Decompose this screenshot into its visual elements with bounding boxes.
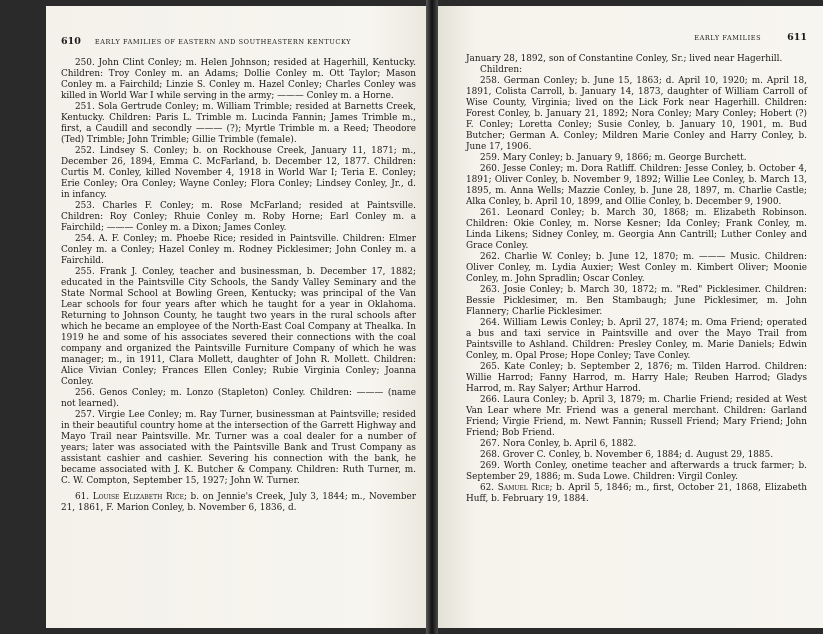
entry-62 <box>466 483 807 505</box>
person-name: Louise Elizabeth Rice <box>92 492 184 502</box>
entry-266: 266. Laura Conley; b. April 3, 1879; m. Charlie Friend; resided at West Van Lear where Mr. Friend was a general merchant. Children: Garland Friend; Virgie Friend, m. Newt Fannin; Russell Friend; Mary Friend; John Friend; Bob Friend. <box>466 395 807 438</box>
book-gutter <box>426 0 438 634</box>
entry-263: 263. Josie Conley; b. March 30, 1872; m. "Red" Picklesimer. Children: Bessie Picklesimer, m. Ben Stambaugh; June Picklesimer, m. John Flannery; Charlie Picklesimer. <box>466 285 807 317</box>
entry-268: 268. Grover C. Conley, b. November 6, 1884; d. August 29, 1885. <box>480 450 774 460</box>
children-label: Children: <box>480 65 523 75</box>
left-page-header <box>61 36 416 54</box>
left-page <box>46 6 426 628</box>
entry-258: 258. German Conley; b. June 15, 1863; d. April 10, 1920; m. April 18, 1891, Colista Carroll, b. January 14, 1873, daughter of William Carroll of Wise County, Virginia; lived on the Lick Fork near Hagerhill. Children: Forest Conley, b. January 21, 1892; Nora Conley; Mary Conley; Hobert (?) F. Conley; Loretta Conley; Susie Conley, b. January 10, 1901, m. Bud Butcher; German A. Conley; Mildren Marie Conley and Harry Conley, b. June 17, 1906. <box>466 76 807 152</box>
running-head: EARLY FAMILIES <box>694 34 762 42</box>
entry-253: 253. Charles F. Conley; m. Rose McFarland; resided at Paintsville. Children: Roy Conley; Rhuie Conley m. Roby Horne; Earl Conley m. a Fairchild; ——— Conley m. a Dixon; James Conley. <box>61 201 416 233</box>
person-name: Samuel Rice <box>497 483 550 493</box>
entry-265: 265. Kate Conley; b. September 2, 1876; m. Tilden Harrod. Children: Willie Harrod; Fanny Harrod, m. Harry Hale; Reuben Harrod; Gladys Harrod, m. Ray Salyer; Arthur Harrod. <box>466 362 807 394</box>
entry-250: 250. John Clint Conley; m. Helen Johnson; resided at Hagerhill, Kentucky. Children: Troy Conley m. an Adams; Dollie Conley m. Ott Taylor; Mason Conley m. a Fairchild; Linzie S. Conley m. Hazel Conley; Charles Conley was killed in World War I while serving in the army; ——— Conley m. a Horne. <box>61 58 416 101</box>
entry-260: 260. Jesse Conley; m. Dora Ratliff. Children: Jesse Conley, b. October 4, 1891; Oliver Conley, b. November 9, 1892; Willie Lee Conley, b. March 13, 1895, m. Anna Wells; Mazzie Conley, b. June 28, 1897, m. Charlie Castle; Alka Conley, b. April 10, 1899, and Ollie Conley, b. December 9, 1900. <box>466 164 807 207</box>
running-head: EARLY FAMILIES OF EASTERN AND SOUTHEASTERN KENTUCKY <box>94 38 352 46</box>
entry-number: 62. <box>480 483 495 493</box>
entry-267: 267. Nora Conley, b. April 6, 1882. <box>480 439 637 449</box>
continuation-text: January 28, 1892, son of Constantine Conley, Sr.; lived near Hagerhill. <box>466 54 783 64</box>
entry-text: ; b. on Jennie's Creek, July 3, 1844; m., November 21, 1861, F. Marion Conley, b. November 6, 1836, d. <box>61 492 416 513</box>
entry-269: 269. Worth Conley, onetime teacher and afterwards a truck farmer; b. September 29, 1886; m. Suda Lowe. Children: Virgil Conley. <box>466 461 807 482</box>
entry-257: 257. Virgie Lee Conley; m. Ray Turner, businessman at Paintsville; resided in their beautiful country home at the intersection of the Garrett Highway and Mayo Trail near Paintsville. Mr. Turner was a coal dealer for a number of years; later was associated with the Paintsville Bank and Trust Company as assistant cashier and cashier. Severing his connection with the bank, he became associated with J. K. Butcher & Company. Children: Ruth Turner, m. C. W. Compton, September 15, 1927; John W. Turner. <box>61 410 416 486</box>
entry-259: 259. Mary Conley; b. January 9, 1866; m. George Burchett. <box>480 153 747 163</box>
entry-61 <box>61 492 416 514</box>
entry-252: 252. Lindsey S. Conley; b. on Rockhouse Creek, January 11, 1871; m., December 26, 1894, Emma C. McFarland, b. December 12, 1877. Children: Curtis M. Conley, killed November 4, 1918 in World War I; Teria E. Conley; Erie Conley; Ora Conley; Wayne Conley; Flora Conley; Lindsey Conley, Jr., d. in infancy. <box>61 146 416 200</box>
entry-264: 264. William Lewis Conley; b. April 27, 1874; m. Oma Friend; operated a bus and taxi service in Paintsville and over the Mayo Trail from Paintsville to Ashland. Children: Presley Conley, m. Marie Daniels; Edwin Conley, m. Opal Prose; Hope Conley; Tave Conley. <box>466 318 807 361</box>
entry-251: 251. Sola Gertrude Conley; m. William Trimble; resided at Barnetts Creek, Kentucky. Children: Paris L. Trimble m. Lucinda Fannin; James Trimble m., first, a Caudill and secondly ——— (?); Myrtle Trimble m. a Reed; Theodore (Ted) Trimble; John Trimble; Gillie Trimble (female). <box>61 102 416 145</box>
right-page <box>438 6 823 628</box>
entry-256: 256. Genos Conley; m. Lonzo (Stapleton) Conley. Children: ——— (name not learned). <box>61 388 416 409</box>
entry-text: ; b. April 5, 1846; m., first, October 21, 1868, Elizabeth Huff, b. February 19, 1884. <box>466 483 807 504</box>
page-number: 611 <box>787 32 807 43</box>
entry-254: 254. A. F. Conley; m. Phoebe Rice; resided in Paintsville. Children: Elmer Conley m. a Conley; Hazel Conley m. Rodney Picklesimer; John Conley m. a Fairchild. <box>61 234 416 266</box>
entry-number: 61. <box>75 492 90 502</box>
entry-262: 262. Charlie W. Conley; b. June 12, 1870; m. ——— Music. Children: Oliver Conley, m. Lydia Auxier; West Conley m. Kimbert Oliver; Moonie Conley, m. John Spradlin; Oscar Conley. <box>466 252 807 284</box>
entry-255: 255. Frank J. Conley, teacher and businessman, b. December 17, 1882; educated in the Paintsville City Schools, the Sandy Valley Seminary and the State Normal School at Bowling Green, Kentucky; was principal of the Van Lear schools for four years after which he taught for a year in Oklahoma. Returning to Johnson County, he taught two years in the rural schools after which he became an employee of the North-East Coal Company at Thealka. In 1919 he and some of his associates severed their connections with the coal company and organized the Paintsville Furniture Company of which he was manager; m., in 1911, Clara Mollett, daughter of John R. Mollett. Children: Alice Vivian Conley; Frances Ellen Conley; Rubie Virginia Conley; Joanna Conley. <box>61 267 416 387</box>
right-page-header <box>466 32 807 50</box>
entry-261: 261. Leonard Conley; b. March 30, 1868; m. Elizabeth Robinson. Children: Okie Conley, m. Norse Kesner; Ida Conley; Frank Conley, m. Linda Likens; Sidney Conley, m. Georgia Ann Cantrill; Luther Conley and Grace Conley. <box>466 208 807 251</box>
page-number: 610 <box>61 36 81 47</box>
